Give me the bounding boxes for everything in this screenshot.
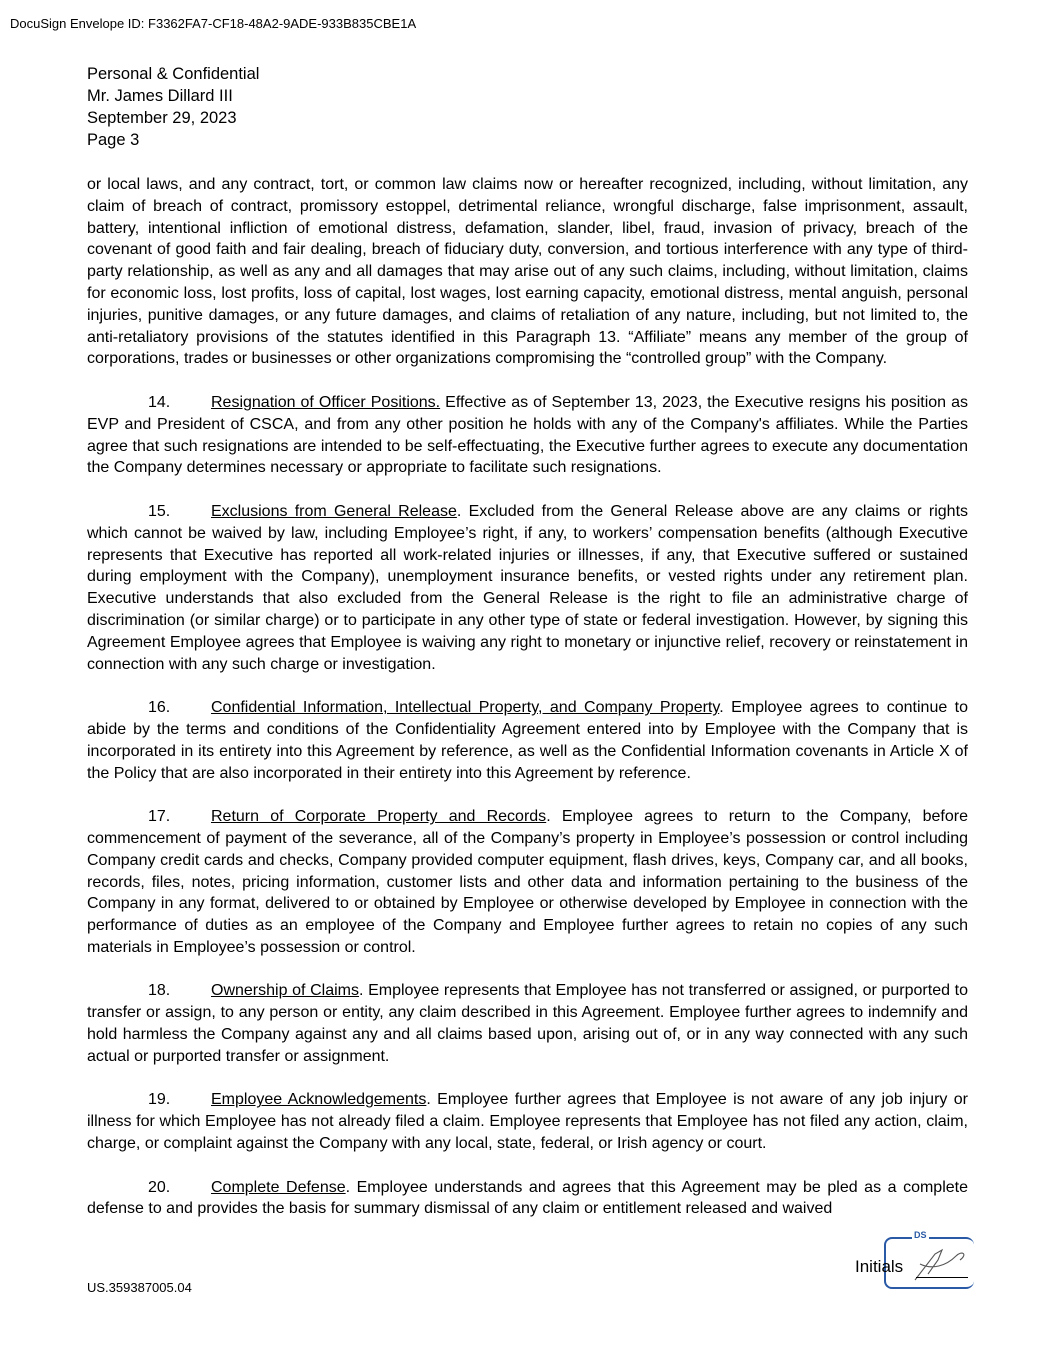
paragraph-heading: Employee Acknowledgements (211, 1091, 427, 1109)
paragraph-text: Effective as of September 13, 2023, the Executive resigns his position as EVP and President of CSCA, and from any other position he holds with any of the Company's affiliates. While the Parties agree that such resignations are intended to be self-effectuating, the Executive further agrees to execute any documentation the Company determines necessary or appropriate to facilitate such resignations. (87, 393, 969, 477)
paragraph-heading: Ownership of Claims (211, 982, 360, 1000)
paragraph-16 (87, 697, 968, 784)
document-footer-id: US.359387005.04 (87, 1280, 192, 1295)
paragraph-heading: Exclusions from General Release (211, 502, 457, 520)
paragraph-19 (87, 1089, 968, 1154)
initials-label: Initials (855, 1257, 904, 1276)
paragraph-heading: Confidential Information, Intellectual Property, and Company Property (211, 699, 720, 717)
paragraph-20 (87, 1177, 968, 1221)
paragraph-text: . Excluded from the General Release above are any claims or rights which cannot be waived by law, including Employee’s right, if any, to workers’ compensation benefits (although Executive represents that Executive has reported all work-related injuries or illnesses, if any, that Executive suffered or sustained during employment with the Company), unemployment insurance benefits, or vested rights under any retirement plan. Executive understands that also excluded from the General Release is the right to file an administrative charge of discrimination (or similar charge) or to participate in any other type of state or federal investigation. However, by signing this Agreement Employee agrees that Employee is waiving any right to monetary or injunctive relief, recovery or reinstatement in connection with any such charge or investigation. (87, 502, 969, 673)
paragraph-text: . Employee further agrees that Employee is not aware of any job injury or illness for which Employee has not already filed a claim. Employee represents that Employee has not filed any action, claim, charge, or complaint against the Company with any local, state, federal, or Irish agency or court. (87, 1091, 968, 1153)
paragraph-number: 18. (148, 982, 171, 1000)
paragraph-heading: Resignation of Officer Positions. (211, 393, 441, 411)
paragraph-17 (87, 806, 968, 959)
initials-line (916, 1277, 968, 1278)
paragraph-18 (87, 980, 968, 1067)
document-body (87, 174, 968, 1242)
letter-header (87, 63, 259, 151)
paragraph-heading: Return of Corporate Property and Records (211, 808, 547, 826)
header-recipient: Mr. James Dillard III (87, 87, 233, 105)
paragraph-number: 14. (148, 393, 171, 411)
paragraph-text: . Employee represents that Employee has not transferred or assigned, or purported to transfer or assign, to any person or entity, any claim described in this Agreement. Employee further agrees to indemnify and hold harmless the Company against any and all claims based upon, arising out of, or in any way connected with any such actual or purported transfer or assignment. (87, 982, 968, 1065)
paragraph-text: . Employee agrees to return to the Company, before commencement of payment of the severance, all of the Company’s property in Employee’s possession or control including Company credit cards and checks, Company provided computer equipment, flash drives, keys, Company car, and all books, records, files, notes, pricing information, customer lists and other data and information pertaining to the business of the Company in any format, delivered to or obtained by Employee or otherwise developed by Employee in connection with the performance of duties as an employee of the Company and Employee further agrees to retain no copies of any such materials in Employee’s possession or control. (87, 808, 969, 956)
paragraph-number: 19. (148, 1091, 171, 1109)
paragraph-15 (87, 501, 968, 675)
paragraph-number: 17. (148, 808, 171, 826)
paragraph-14 (87, 392, 968, 479)
ds-label: DS (914, 1230, 927, 1240)
docusign-envelope-id: DocuSign Envelope ID: F3362FA7-CF18-48A2-9ADE-933B835CBE1A (10, 16, 417, 31)
paragraph-number: 15. (148, 502, 171, 520)
paragraph-number: 20. (148, 1178, 171, 1196)
paragraph-text: . Employee agrees to continue to abide by the terms and conditions of the Confidentiality Agreement entered into by Employee with the Company that is incorporated in its entirety into this Agreement by reference, as well as the Confidential Information covenants in Article X of the Policy that are also incorporated in their entirety into this Agreement by reference. (87, 699, 969, 782)
header-confidential: Personal & Confidential (87, 65, 260, 83)
header-date: September 29, 2023 (87, 109, 237, 127)
paragraph-text: . Employee understands and agrees that this Agreement may be pled as a complete defense to and provides the basis for summary dismissal of any claim or entitlement released and waived (87, 1178, 968, 1218)
paragraph-heading: Complete Defense (211, 1178, 346, 1196)
continuation-paragraph: or local laws, and any contract, tort, or common law claims now or hereafter recognized, including, without limitation, any claim of breach of contract, promissory estoppel, detrimental reliance, wrongful discharge, false imprisonment, assault, battery, intentional infliction of emotional distress, defamation, slander, libel, fraud, invasion of privacy, breach of the covenant of good faith and fair dealing, breach of fiduciary duty, conversion, and tortious interference with any type of third-party relationship, as well as any and all damages that may arise out of any such claims, including, without limitation, claims for economic loss, lost profits, loss of capital, lost wages, lost earning capacity, emotional distress, mental anguish, personal injuries, punitive damages, or any future damages, and claims of retaliation of any nature, including, but not limited to, the anti-retaliatory provisions of the statutes identified in this Paragraph 13. “Affiliate” means any member of the group of corporations, trades or businesses or other organizations compromising the “controlled group” with the Company. (87, 176, 968, 368)
paragraph-number: 16. (148, 699, 171, 717)
header-page-number: Page 3 (87, 131, 140, 149)
